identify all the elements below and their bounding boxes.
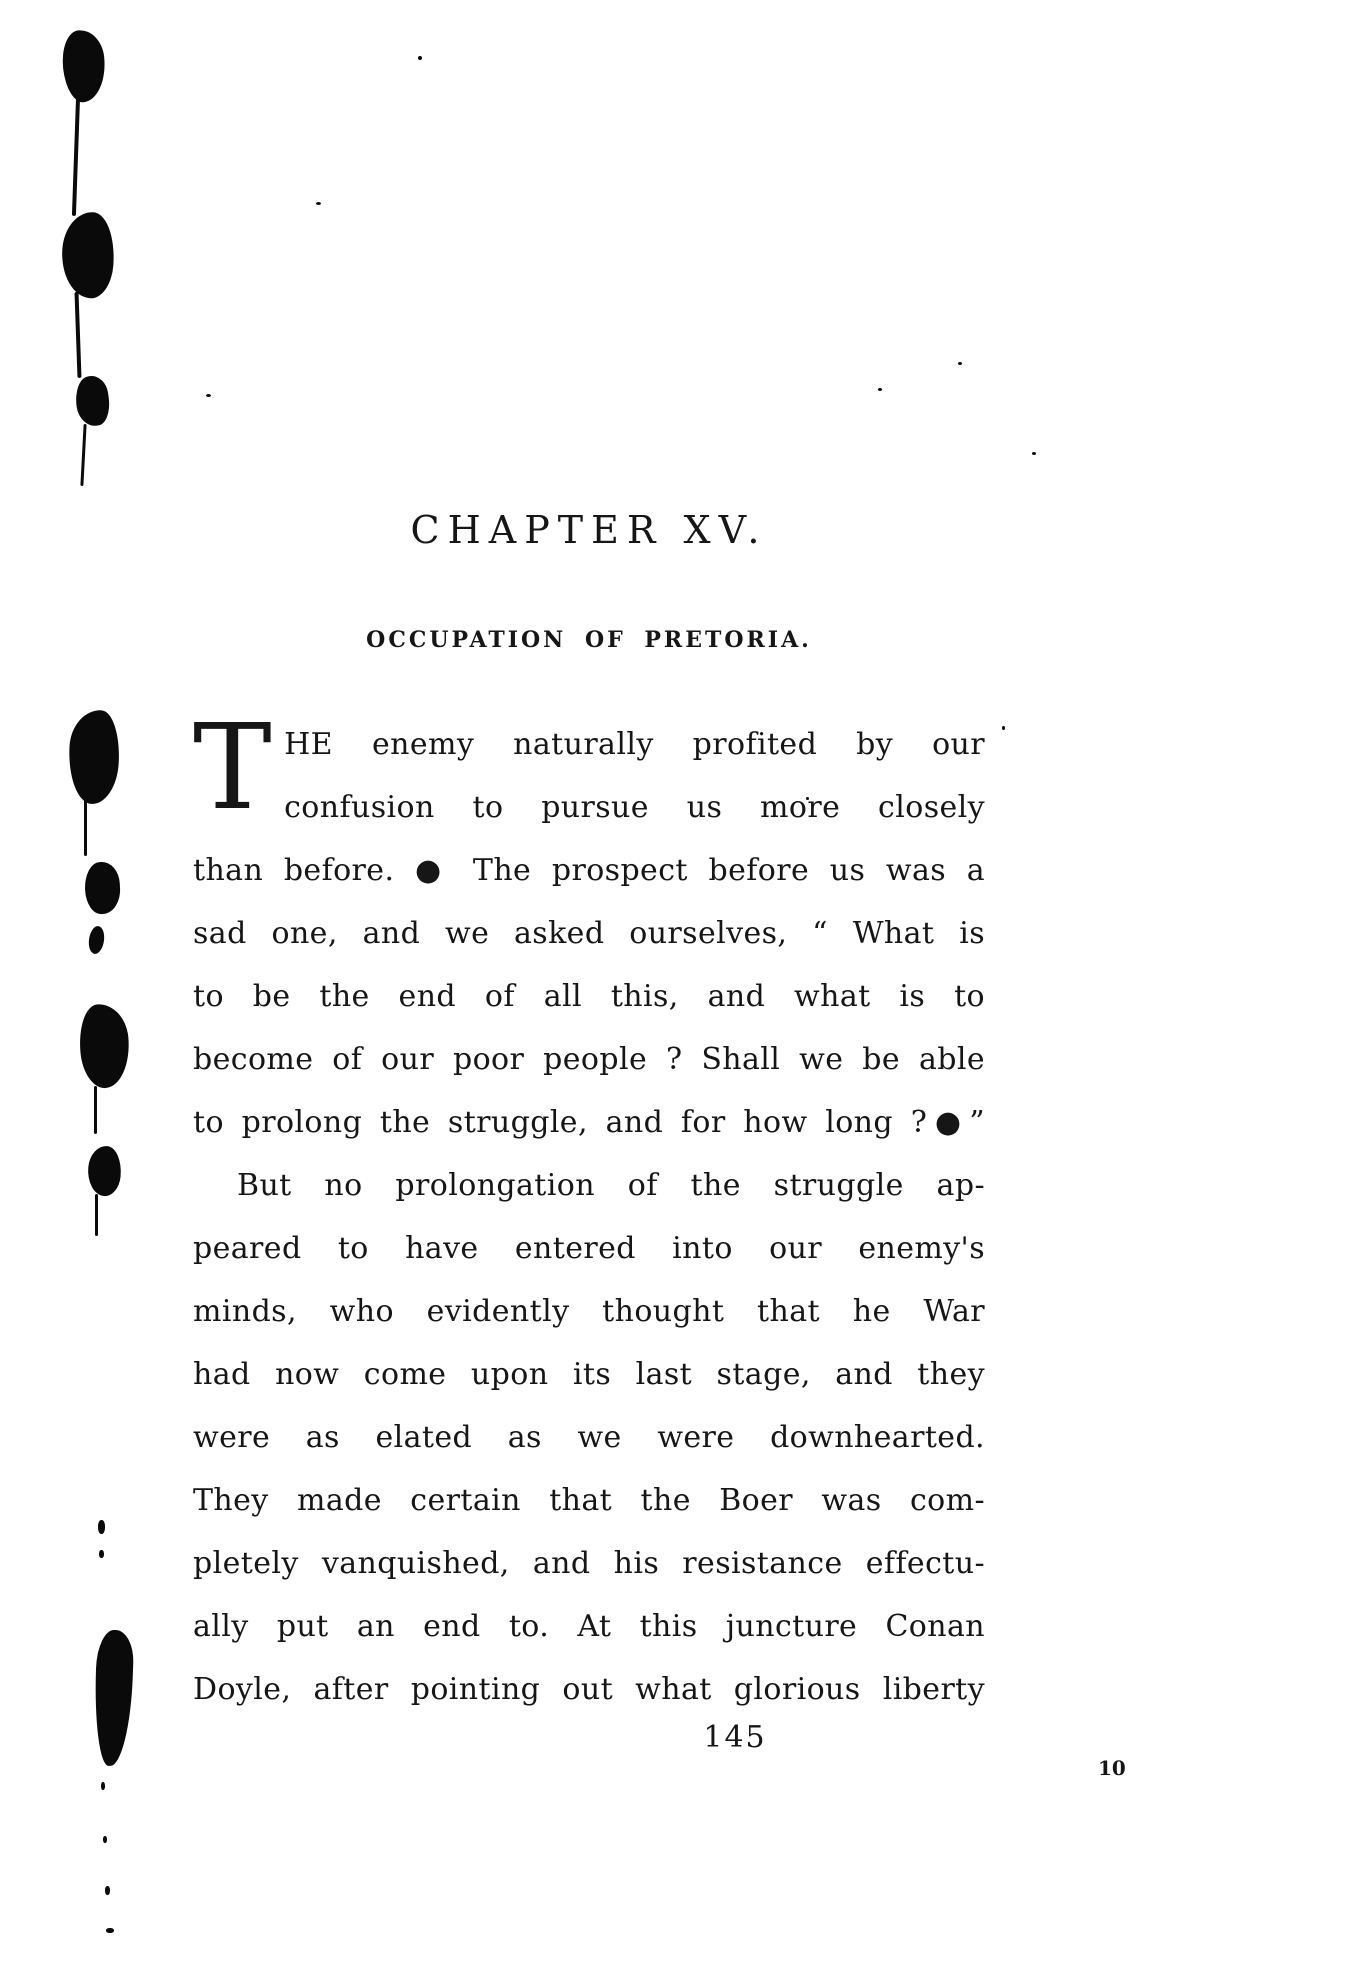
scan-speckle [101,1782,105,1790]
binding-mark [72,96,80,216]
binding-mark [59,210,117,299]
body-text [193,698,985,1721]
text-line: Doyle, after pointing out what glorious liberty [193,1672,985,1707]
scan-speckle [98,1520,105,1534]
scan-speckle [103,1836,107,1843]
paragraph-1 [193,698,985,1154]
binding-mark [86,1145,123,1198]
scan-dot [206,394,211,397]
text-line: had now come upon its last stage, and they [193,1357,985,1392]
signature-mark: 10 [1098,1756,1126,1780]
paragraph-2 [193,1154,985,1721]
chapter-title: CHAPTER XV. [410,508,768,552]
page-number: 145 [703,1720,767,1755]
text-line: were as elated as we were downhearted. [193,1420,985,1455]
text-line: sad one, and we asked ourselves, “ What is [193,916,985,951]
binding-mark [93,1629,135,1766]
text-line: become of our poor people ? Shall we be able [193,1042,985,1077]
binding-mark [67,709,122,805]
scan-dot [316,202,321,205]
text-line: But no prolongation of the struggle ap- [237,1168,985,1203]
scan-dot [1032,452,1036,455]
scan-speckle [105,1886,110,1895]
scan-dot [878,388,882,391]
section-title: OCCUPATION OF PRETORIA. [366,627,812,653]
binding-mark [80,424,86,486]
scan-dot [418,56,422,60]
scan-dot [1002,726,1005,730]
binding-mark [94,1086,97,1134]
drop-cap: T [193,698,273,836]
text-line: to be the end of all this, and what is to [193,979,985,1014]
binding-mark [84,861,122,915]
binding-mark [84,800,87,856]
text-line: minds, who evidently thought that he War [193,1294,985,1329]
binding-mark [75,292,82,378]
binding-mark [87,925,106,955]
text-line: HE enemy naturally profited by our [284,727,985,762]
binding-mark [95,1194,98,1236]
scan-speckle [106,1928,114,1933]
binding-mark [59,28,108,104]
scan-speckle [99,1550,104,1558]
text-line: They made certain that the Boer was com- [193,1483,985,1518]
text-line: peared to have entered into our enemy's [193,1231,985,1266]
text-line: ally put an end to. At this juncture Conan [193,1609,985,1644]
text-line: than before. ● The prospect before us was a [193,853,985,888]
binding-mark [73,374,113,428]
text-line: to prolong the struggle, and for how long ?●” [193,1105,985,1140]
text-line: pletely vanquished, and his resistance effectu- [193,1546,985,1581]
binding-mark [76,1002,132,1090]
text-line: confusion to pursue us more closely [284,790,985,825]
scan-dot [958,362,962,365]
